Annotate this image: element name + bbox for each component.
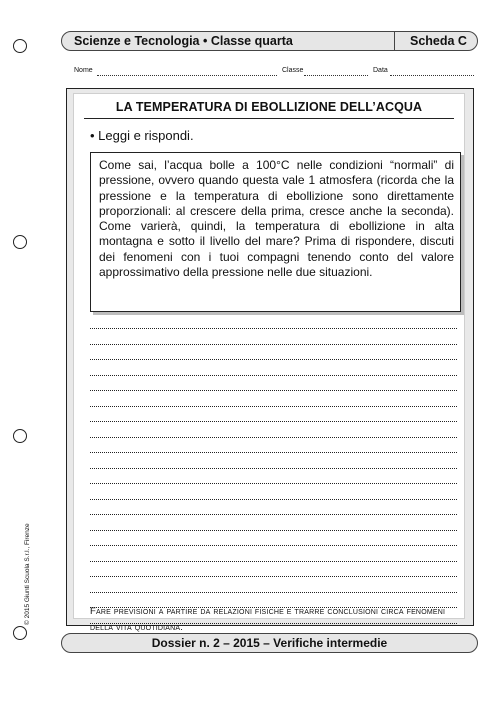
answer-line[interactable] [90,390,457,391]
answer-line[interactable] [90,468,457,469]
binder-hole [13,626,27,640]
student-info-row [74,67,474,79]
answer-line[interactable] [90,576,457,577]
reading-box [90,152,461,312]
header-bar [61,31,478,51]
answer-line[interactable] [90,359,457,360]
footer-title: Dossier n. 2 – 2015 – Verifiche intermedie [151,636,388,650]
title-underline [84,118,454,119]
answer-line[interactable] [90,514,457,515]
answer-line[interactable] [90,437,457,438]
footer-bar [61,633,478,653]
answer-line[interactable] [90,406,457,407]
reading-text: Come sai, l’acqua bolle a 100°C nelle condizioni “normali” di pressione, ovvero quando questa vale 1 atmosfera (ricorda che la pressione e la temperatura di ebollizione sono direttamente proporzionali: al crescere della prima, cresce anche la seconda). Come varierà, quindi, la temperatura di ebollizione in alta montagna e sotto il livello del mare? Prima di rispondere, discuti dei fenomeni con i tuoi compagni tenendo conto del valore approssimativo della pressione nelle due situazioni. [99,158,454,280]
answer-line[interactable] [90,328,457,329]
subject-label: Scienze e Tecnologia • Classe quarta [74,34,293,48]
answer-line[interactable] [90,530,457,531]
exercise-title: LA TEMPERATURA DI EBOLLIZIONE DELL’ACQUA [115,100,423,114]
date-field[interactable] [390,75,474,76]
answer-line[interactable] [90,452,457,453]
name-label: Nome [74,67,93,74]
instruction-text: • Leggi e rispondi. [90,128,194,143]
answer-line[interactable] [90,545,457,546]
answer-line[interactable] [90,561,457,562]
header-divider [394,32,395,50]
class-label: Classe [282,67,304,74]
copyright-notice: © 2015 Giunti Scuola S.r.l., Firenze [24,523,31,625]
exercise-panel [73,93,465,633]
class-field[interactable] [304,75,368,76]
sheet-label: Scheda C [410,34,467,48]
answer-line[interactable] [90,421,457,422]
answer-line[interactable] [90,483,457,484]
binder-hole [13,39,27,53]
answer-line[interactable] [90,344,457,345]
exercise-frame [66,88,474,633]
learning-objective: Fare previsioni a partire da relazioni fisiche e trarre conclusioni circa fenomeni della vita quotidiana. [90,606,446,633]
answer-line[interactable] [90,375,457,376]
binder-hole [13,235,27,249]
date-label: Data [373,67,388,74]
answer-line[interactable] [90,592,457,593]
name-field[interactable] [97,75,277,76]
answer-line[interactable] [90,499,457,500]
binder-hole [13,429,27,443]
